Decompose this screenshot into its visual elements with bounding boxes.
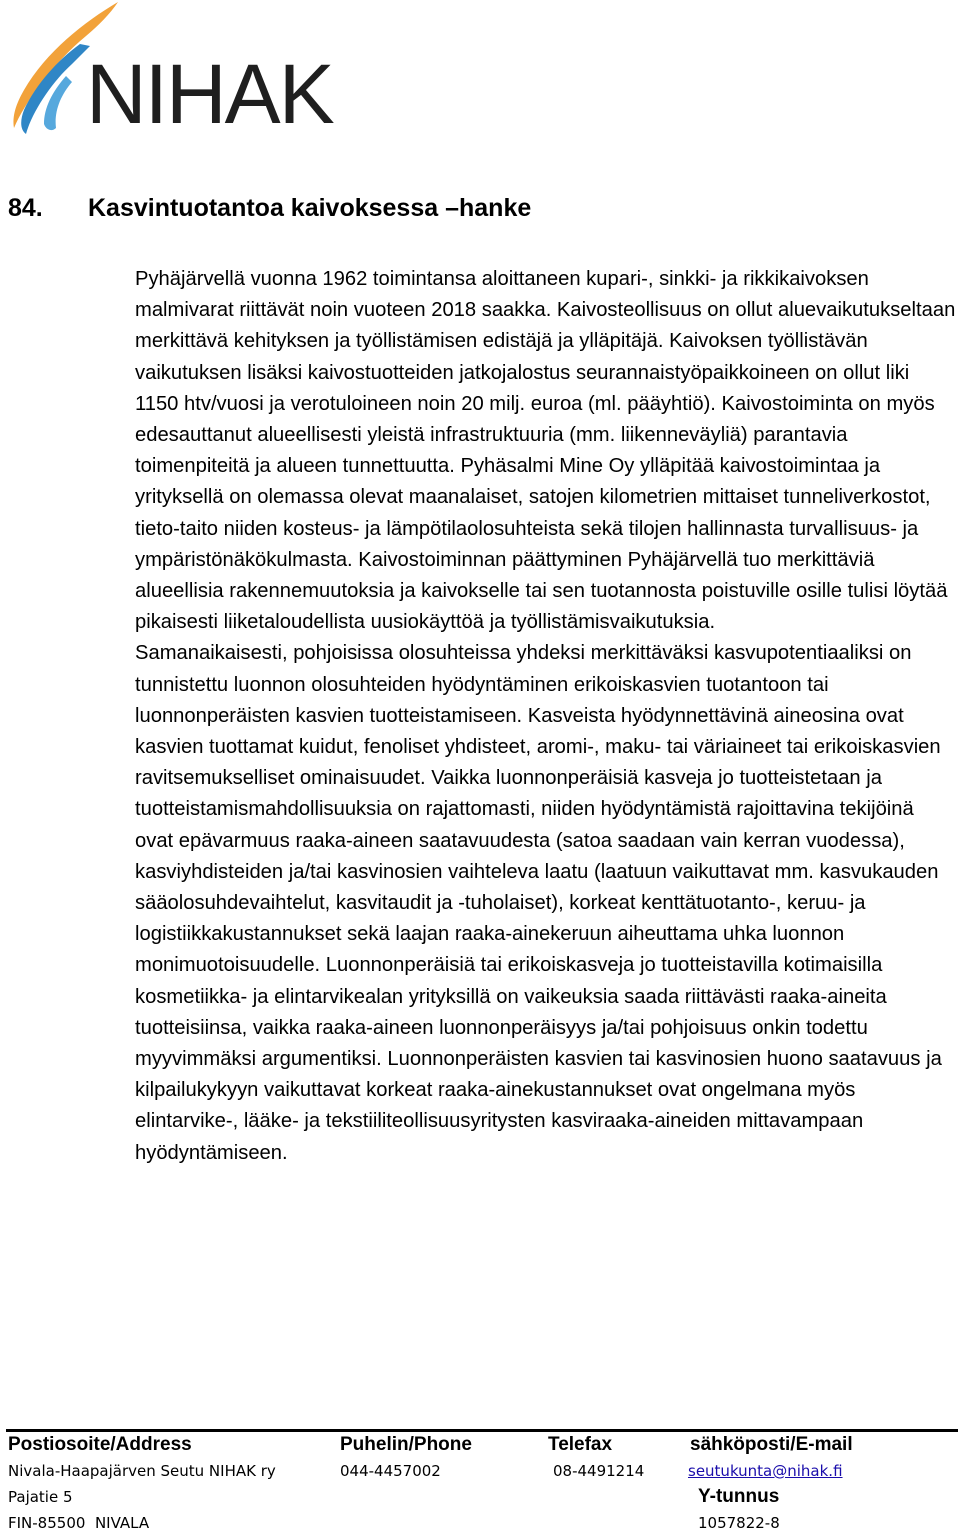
footer-ytunnus-value: 1057822-8 [698, 1514, 780, 1532]
footer-street: Pajatie 5 [8, 1488, 73, 1506]
footer-fax-header: Telefax [548, 1434, 613, 1455]
footer-phone-value: 044-4457002 [340, 1462, 441, 1480]
paragraph-2: Samanaikaisesti, pohjoisissa olosuhteissa yhdeksi merkittäväksi kasvupotentiaaliksi on tunnistettu luonnon olosuhteiden hyödyntäminen erikoiskasvien tuotantoon tai luonnonperäisten kasvien tuotteistamiseen. Kasveista hyödynnettävinä aineosina ovat kasvien tuottamat kuidut, fenoliset yhdisteet, aromi-, maku- tai väriaineet tai erikoiskasvien ravitsemukselliset ominaisuudet. Vaikka luonnonperäisiä kasveja jo tuotteistetaan ja tuotteistamismahdollisuuksia on rajattomasti, niiden hyödyntämistä rajoittavina tekijöinä ovat epävarmuus raaka-aineen saatavuudesta (satoa saadaan vain kerran vuodessa), kasviyhdisteiden ja/tai kasvinosien vaihteleva laatu (laatuun vaikuttavat mm. kasvukauden sääolosuhdevaihtelut, kasvitaudit ja -tuholaiset), korkeat kenttätuotanto-, keruu- ja logistiikkakustannukset sekä laajan raaka-ainekeruun aiheuttama uhka luonnon monimuotoisuudelle. Luonnonperäisiä tai erikoiskasveja jo tuotteistavilla kotimaisilla kosmetiikka- ja elintarvikealan yrityksillä on vaikeuksia saada riittävästi raaka-aineita tuotteisiinsa, vaikka raaka-aineen luonnonperäisyys ja/tai pohjoisuus onkin todettu myyvimmäksi argumentiksi. Luonnonperäisten kasvien tai kasvinosien huono saatavuus ja kilpailukykyyn vaikuttavat korkeat raaka-ainekustannukset ovat ongelmana myös elintarvike-, lääke- ja tekstiiliteollisuusyritysten kasviraaka-aineiden mittavampaan hyödyntämiseen. [135, 642, 942, 1164]
footer-email-header: sähköposti/E-mail [690, 1434, 853, 1455]
logo-wordmark: NIHAK [86, 47, 333, 141]
footer-org-name: Nivala-Haapajärven Seutu NIHAK ry [8, 1462, 276, 1480]
footer-email-link[interactable]: seutukunta@nihak.fi [688, 1462, 843, 1480]
footer-phone-header: Puhelin/Phone [340, 1434, 472, 1455]
section-heading [8, 192, 531, 224]
paragraph-1: Pyhäjärvellä vuonna 1962 toimintansa aloittaneen kupari-, sinkki- ja rikkikaivoksen malmivarat riittävät noin vuoteen 2018 saakka. Kaivosteollisuus on ollut aluevaikutukseltaan merkittävä kehityksen ja työllistämisen edistäjä ja ylläpitäjä. Kaivoksen työllistävän vaikutuksen lisäksi kaivostuotteiden jatkojalostus seurannaistyöpaikkoineen on ollut liki 1150 htv/vuosi ja verotuloineen noin 20 milj. euroa (ml. pääyhtiö). Kaivostoiminta on myös edesauttanut alueellisesti yleistä infrastruktuuria (mm. liikenneväyliä) parantavia toimenpiteitä ja alueen tunnettuutta. Pyhäsalmi Mine Oy ylläpitää kaivostoimintaa ja yrityksellä on olemassa olevat maanalaiset, satojen kilometrien mittaiset tunneliverkostot, tieto-taito niiden kosteus- ja lämpötilaolosuhteista sekä tilojen hallinnasta turvallisuus- ja ympäristönäkökulmasta. Kaivostoiminnan päättyminen Pyhäjärvellä tuo merkittäviä alueellisia rakennemuutoksia ja kaivokselle tai sen tuotannosta poistuville osille tulisi löytää pikaisesti liiketaloudellista uusiokäyttöä ja työllistämisvaikutuksia. [135, 268, 956, 634]
footer-row-3 [8, 1511, 958, 1537]
footer-divider [6, 1429, 958, 1432]
section-title: Kasvintuotantoa kaivoksessa –hanke [88, 194, 532, 222]
section-number: 84. [8, 194, 43, 222]
body-text [135, 264, 957, 1169]
footer [8, 1433, 958, 1537]
nihak-logo [6, 0, 336, 140]
footer-row-2 [8, 1485, 958, 1511]
footer-row-1 [8, 1459, 958, 1485]
footer-fax-value: 08-4491214 [553, 1462, 645, 1480]
footer-postal: FIN-85500 NIVALA [8, 1514, 150, 1532]
footer-ytunnus-label: Y-tunnus [698, 1486, 780, 1507]
footer-address-header: Postiosoite/Address [8, 1434, 192, 1455]
footer-header-row [8, 1433, 958, 1459]
